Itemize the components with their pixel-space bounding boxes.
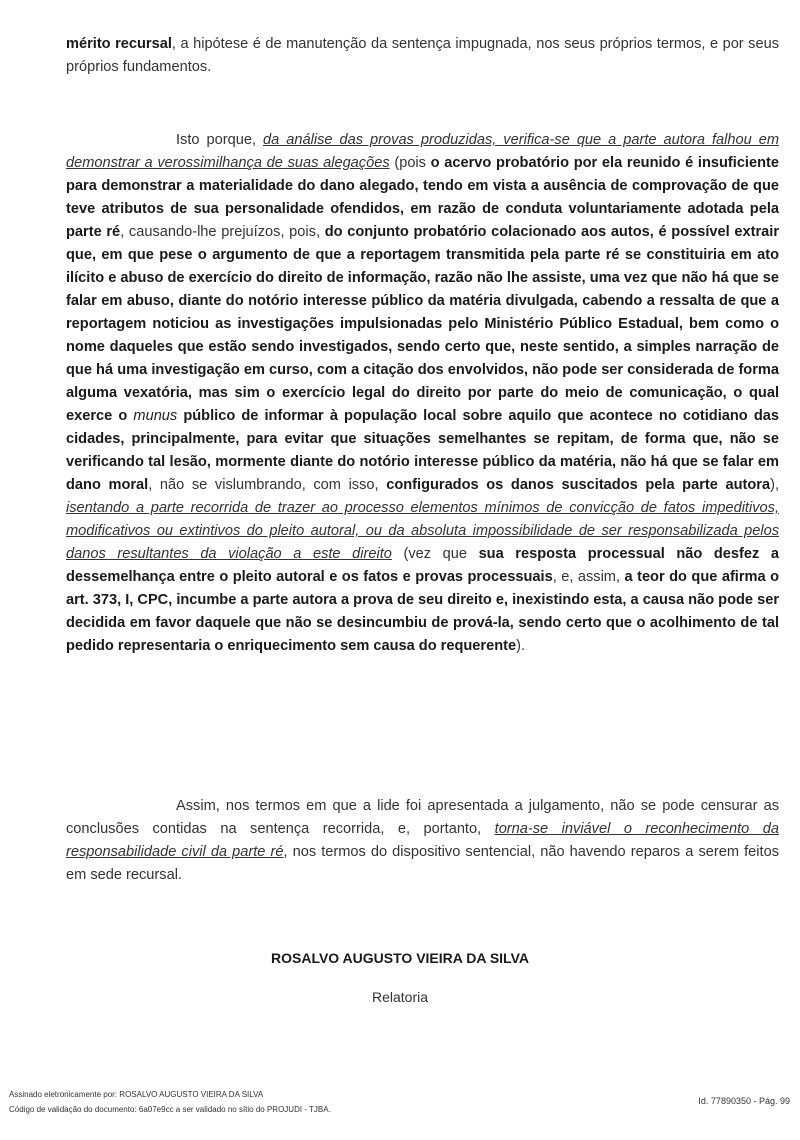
text-run: Assim, nos termos em que a lide foi apresentada a julgamento, não se pode censurar as conclusões contidas na sentença recorrida, e, portanto, <box>66 798 779 837</box>
paragraph-1 <box>66 33 779 79</box>
text-run: , não se vislumbrando, com isso, <box>148 477 387 493</box>
text-run: munus <box>133 408 178 424</box>
text-run: , a hipótese é de manutenção da sentença impugnada, nos seus próprios termos, e por seus próprios fundamentos. <box>66 36 779 75</box>
text-run: torna-se inviável o reconhecimento da responsabilidade civil da parte ré <box>66 821 779 860</box>
text-run: configurados os danos suscitados pela parte autora <box>386 477 771 493</box>
signature-role: Relatoria <box>371 989 429 1005</box>
text-run: do conjunto probatório colacionado aos autos, é possível extrair que, em que pese o argumento de que a reportagem transmitida pela parte ré se constituiria em ato ilícito e abuso de exercício do direito de informação, razão não lhe assiste, uma vez que não há que se falar em abuso, diante do notório interesse público da matéria divulgada, cabendo a ressalta de que a reportagem noticiou as investigações impulsionadas pelo Ministério Público Estadual, bem como o nome daqueles que estão sendo investigados, sendo certo que, neste sentido, a simples narração de que há uma investigação em curso, com a citação dos envolvidos, não pode ser considerada de forma alguma vexatória, mas sim o exercício legal do direito por parte do meio de comunicação, o qual exerce o <box>66 224 779 424</box>
text-run: a teor do que afirma o art. 373, I, CPC, incumbe a parte autora a prova de seu direito e, inexistindo esta, a causa não pode ser decidida em favor daquele que não se desincumbiu de prová-la, sendo certo que o acolhimento de tal pedido representaria o enriquecimento sem causa do requerente <box>66 569 780 654</box>
text-run: mérito recursal <box>66 36 172 52</box>
text-run: Isto porque, <box>176 132 264 148</box>
footer-validation-code: Código de validação do documento: 6a07e9cc a ser validado no sítio do PROJUDI - TJBA. <box>9 1105 331 1114</box>
text-run: o acervo probatório por ela reunido é insuficiente para demonstrar a materialidade do dano alegado, tendo em vista a ausência de comprovação de que teve atributos de sua personalidade ofendidos, em razão de conduta voluntariamente adotada pela parte ré <box>66 155 779 240</box>
text-run: (vez que <box>391 546 479 562</box>
text-run: , nos termos do dispositivo sentencial, não havendo reparos a serem feitos em sede recursal. <box>66 844 779 883</box>
text-run: ), <box>770 477 780 493</box>
signature-name: ROSALVO AUGUSTO VIEIRA DA SILVA <box>271 950 529 966</box>
text-run: da análise das provas produzidas, verifica-se que a parte autora falhou em demonstrar a verossimilhança de suas alegações <box>66 132 779 171</box>
text-run: sua resposta processual não desfez a dessemelhança entre o pleito autoral e os fatos e provas processuais <box>66 546 780 585</box>
text-run: , causando-lhe prejuízos, pois, <box>120 224 325 240</box>
text-run: (pois <box>389 155 431 171</box>
paragraph-3 <box>66 795 779 887</box>
footer-page-id: Id. 77890350 - Pág. 99 <box>698 1096 790 1106</box>
paragraph-2 <box>66 129 779 658</box>
text-run: isentando a parte recorrida de trazer ao processo elementos mínimos de convicção de fatos impeditivos, modificativos ou extintivos do pleito autoral, ou da absoluta impossibilidade de ser responsabilizada pelos danos resultantes da violação a este direito <box>66 500 779 562</box>
text-run: , e, assim, <box>552 569 625 585</box>
footer-signed-by: Assinado eletronicamente por: ROSALVO AUGUSTO VIEIRA DA SILVA <box>9 1090 264 1099</box>
text-run: público de informar à população local sobre aquilo que acontece no cotidiano das cidades, principalmente, para evitar que situações semelhantes se repitam, de forma que, não se verificando tal lesão, mormente diante do notório interesse público da matéria, não há que se falar em dano moral <box>66 408 779 493</box>
text-run: ). <box>516 638 526 654</box>
